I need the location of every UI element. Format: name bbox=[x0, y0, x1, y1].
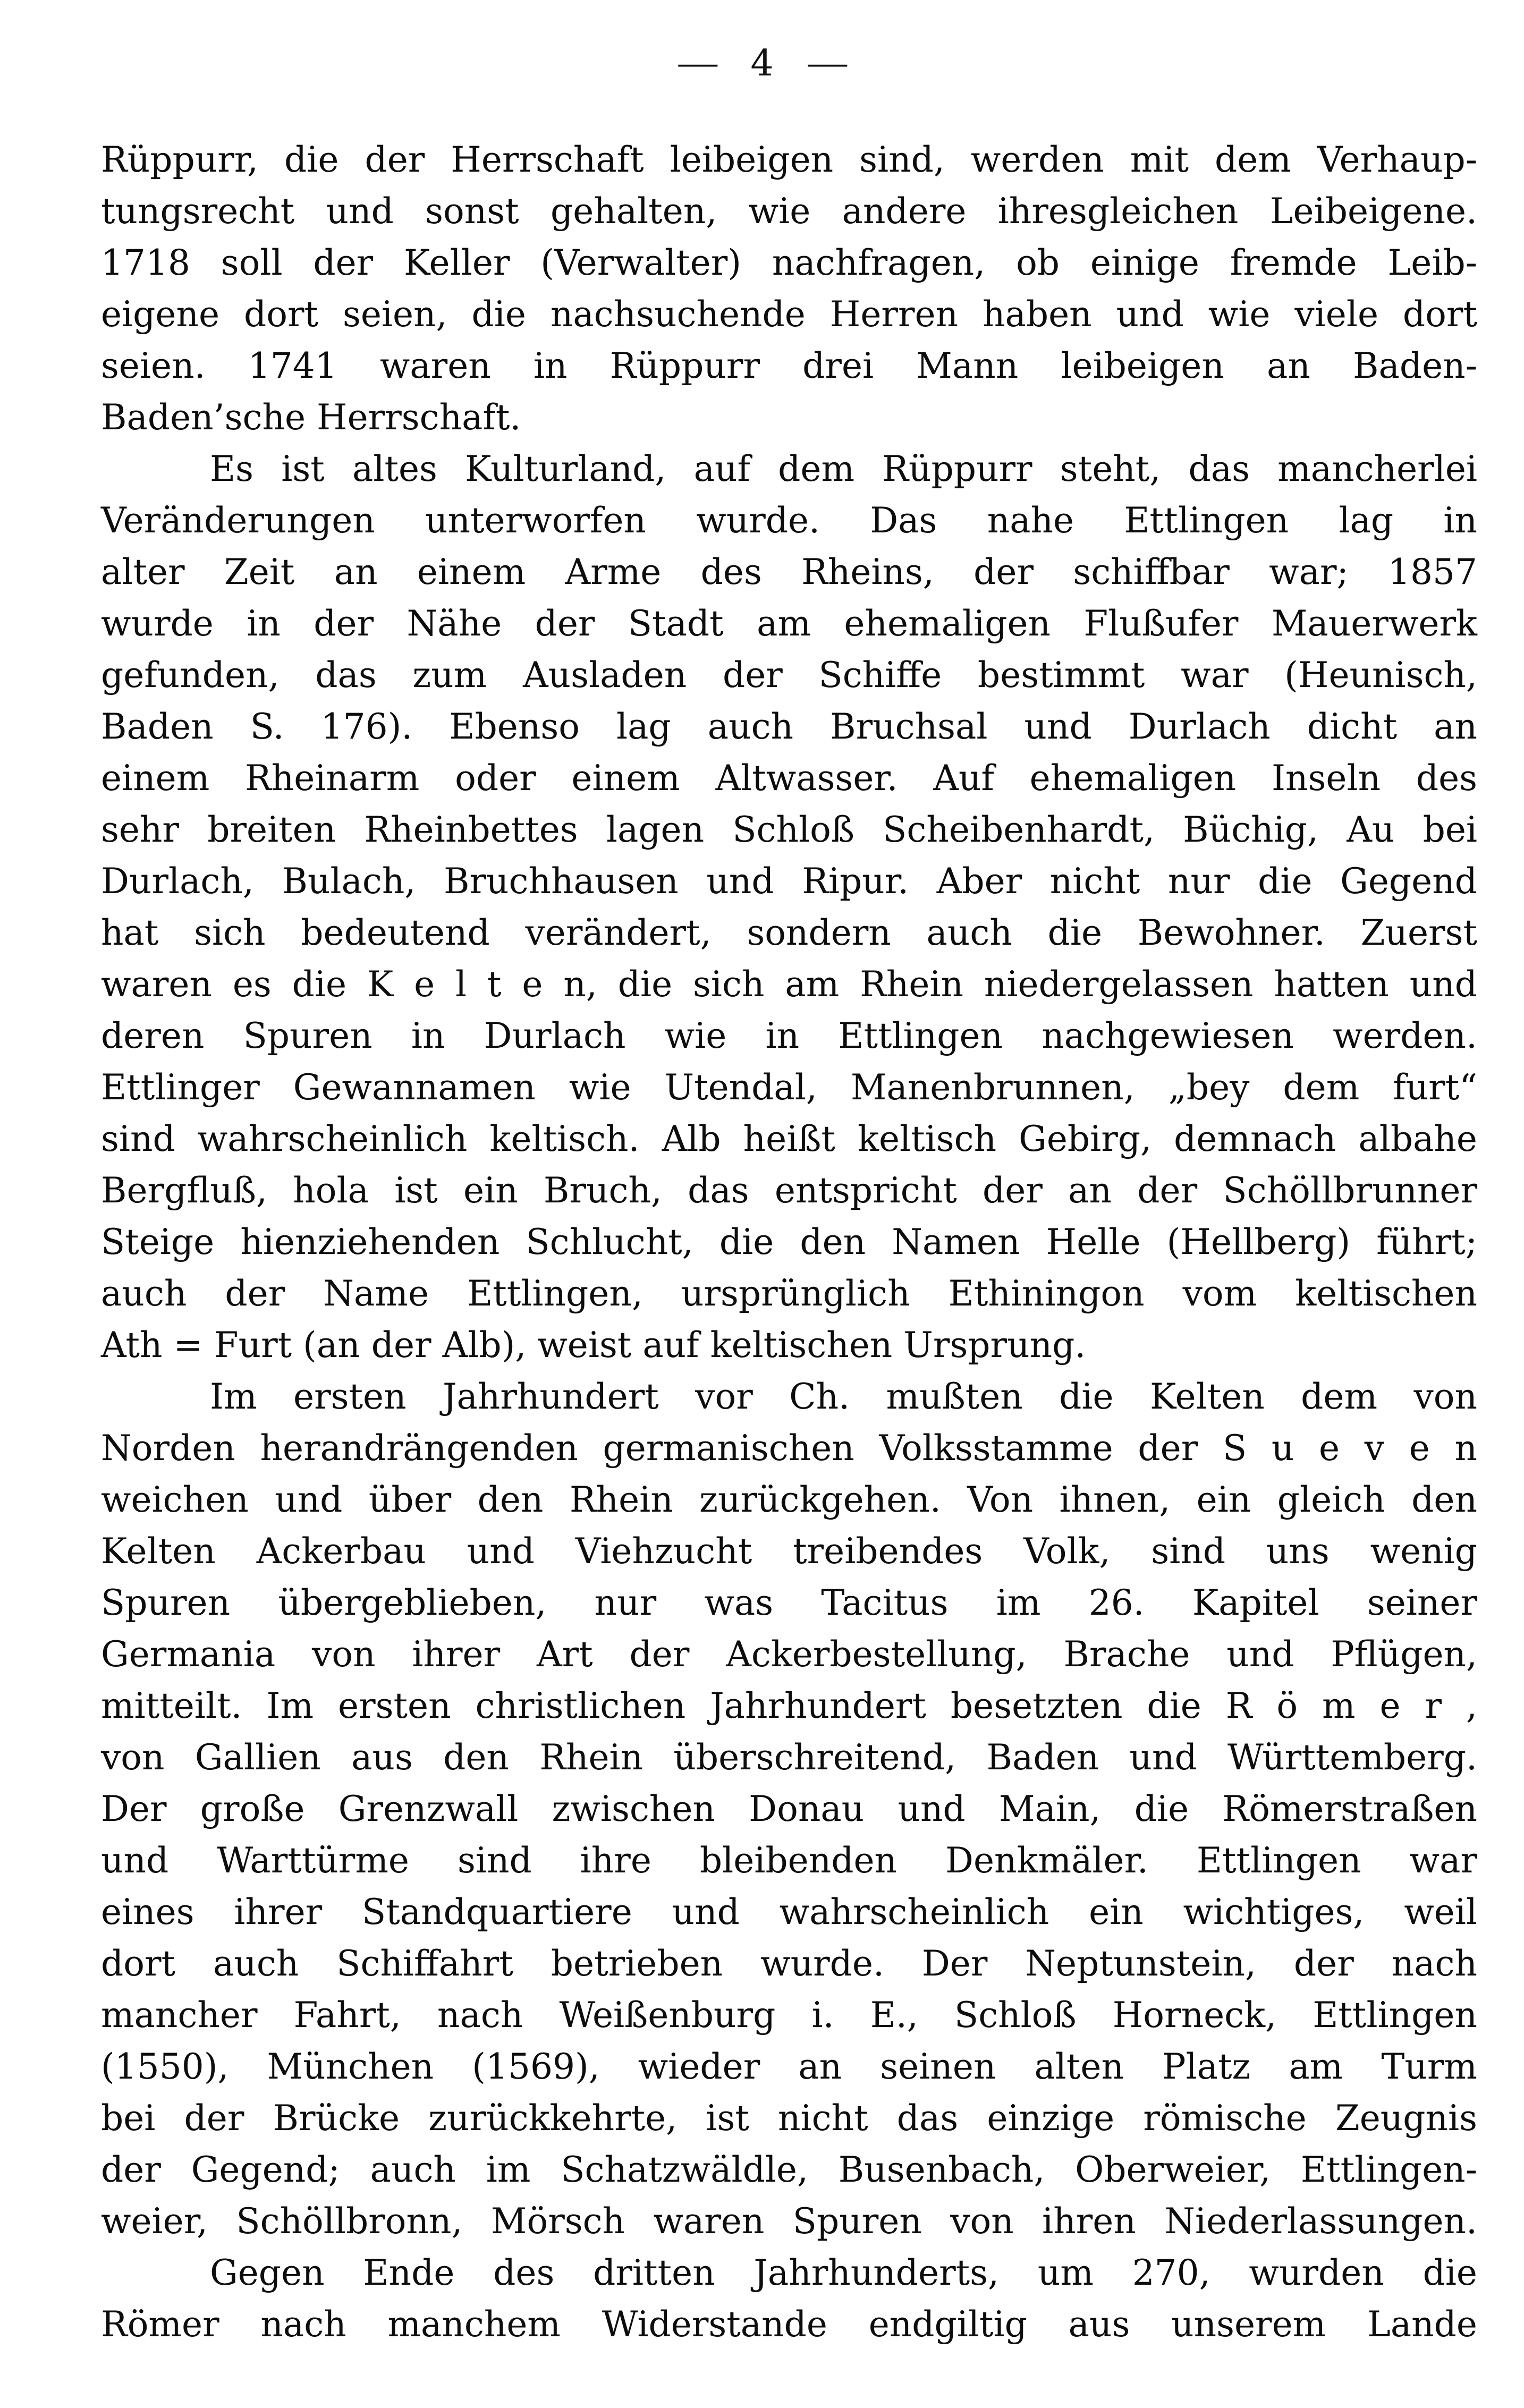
paragraph bbox=[101, 2247, 1477, 2350]
text-line: Steige hienziehenden Schlucht, die den Namen Helle (Hellberg) führt; bbox=[101, 1222, 1477, 1262]
text-line: Bergfluß, hola ist ein Bruch, das entspricht der an der Schöllbrunner bbox=[101, 1170, 1477, 1211]
text-line: weier, Schöllbronn, Mörsch waren Spuren von ihren Niederlassungen. bbox=[101, 2201, 1477, 2242]
text-line: wurde in der Nähe der Stadt am ehemaligen Flußufer Mauerwerk bbox=[101, 603, 1477, 644]
page-number: 4 bbox=[750, 42, 774, 84]
text-line: von Gallien aus den Rhein überschreitend, Baden und Württemberg. bbox=[101, 1737, 1477, 1778]
text-line: und Warttürme sind ihre bleibenden Denkmäler. Ettlingen war bbox=[101, 1840, 1477, 1881]
text-line: sind wahrscheinlich keltisch. Alb heißt keltisch Gebirg, demnach albahe bbox=[101, 1118, 1477, 1159]
text-line: alter Zeit an einem Arme des Rheins, der schiffbar war; 1857 bbox=[101, 552, 1477, 592]
text-line: tungsrecht und sonst gehalten, wie andere ihresgleichen Leibeigene. bbox=[101, 191, 1477, 232]
text-line: Baden’sche Herrschaft. bbox=[101, 397, 521, 438]
text-line: gefunden, das zum Ausladen der Schiffe bestimmt war (Heunisch, bbox=[101, 655, 1477, 696]
text-line: eines ihrer Standquartiere und wahrscheinlich ein wichtiges, weil bbox=[101, 1892, 1477, 1932]
text-line: 1718 soll der Keller (Verwalter) nachfragen, ob einige fremde Leib- bbox=[101, 242, 1477, 283]
paragraph bbox=[101, 1371, 1477, 2247]
text-line: Der große Grenzwall zwischen Donau und Main, die Römerstraßen bbox=[101, 1788, 1477, 1829]
text-line: Veränderungen unterworfen wurde. Das nahe Ettlingen lag in bbox=[101, 500, 1477, 541]
text-line: der Gegend; auch im Schatzwäldle, Busenbach, Oberweier, Ettlingen- bbox=[101, 2149, 1477, 2190]
text-line: Rüppurr, die der Herrschaft leibeigen sind, werden mit dem Verhaup- bbox=[101, 139, 1477, 180]
text-line: hat sich bedeutend verändert, sondern auch die Bewohner. Zuerst bbox=[101, 912, 1477, 953]
text-line: Germania von ihrer Art der Ackerbestellung, Brache und Pflügen, bbox=[101, 1634, 1477, 1675]
text-line: mitteilt. Im ersten christlichen Jahrhundert besetzten die R ö m e r , bbox=[101, 1685, 1477, 1726]
text-line: Kelten Ackerbau und Viehzucht treibendes Volk, sind uns wenig bbox=[101, 1531, 1477, 1572]
text-line: Römer nach manchem Widerstande endgiltig aus unserem Lande bbox=[101, 2304, 1477, 2345]
text-line: waren es die K e l t e n, die sich am Rhein niedergelassen hatten und bbox=[101, 964, 1477, 1005]
text-line: seien. 1741 waren in Rüppurr drei Mann leibeigen an Baden- bbox=[101, 345, 1477, 386]
paragraph bbox=[101, 443, 1477, 1371]
text-line: bei der Brücke zurückkehrte, ist nicht das einzige römische Zeugnis bbox=[101, 2098, 1477, 2139]
text-line: auch der Name Ettlingen, ursprünglich Ethiningon vom keltischen bbox=[101, 1273, 1477, 1314]
header-left-dash: — bbox=[676, 45, 718, 81]
text-line: Es ist altes Kulturland, auf dem Rüppurr steht, das mancherlei bbox=[210, 448, 1477, 489]
text-line: Spuren übergeblieben, nur was Tacitus im 26. Kapitel seiner bbox=[101, 1582, 1477, 1623]
text-line: Norden herandrängenden germanischen Volksstamme der S u e v e n bbox=[101, 1428, 1477, 1469]
text-line: Baden S. 176). Ebenso lag auch Bruchsal und Durlach dicht an bbox=[101, 706, 1477, 747]
text-line: eigene dort seien, die nachsuchende Herren haben und wie viele dort bbox=[101, 294, 1477, 335]
text-line: Im ersten Jahrhundert vor Ch. mußten die Kelten dem von bbox=[210, 1376, 1477, 1417]
text-line: weichen und über den Rhein zurückgehen. Von ihnen, ein gleich den bbox=[101, 1479, 1477, 1520]
text-line: Gegen Ende des dritten Jahrhunderts, um 270, wurden die bbox=[210, 2252, 1477, 2293]
page-body-text bbox=[101, 134, 1477, 2350]
text-line: Ettlinger Gewannamen wie Utendal, Manenbrunnen, „bey dem furt“ bbox=[101, 1067, 1477, 1108]
text-line: dort auch Schiffahrt betrieben wurde. Der Neptunstein, der nach bbox=[101, 1943, 1477, 1984]
text-line: Ath = Furt (an der Alb), weist auf keltischen Ursprung. bbox=[101, 1325, 1086, 1366]
text-line: einem Rheinarm oder einem Altwasser. Auf ehemaligen Inseln des bbox=[101, 758, 1477, 799]
text-line: Durlach, Bulach, Bruchhausen und Ripur. Aber nicht nur die Gegend bbox=[101, 861, 1477, 902]
paragraph bbox=[101, 134, 1477, 443]
text-line: mancher Fahrt, nach Weißenburg i. E., Schloß Horneck, Ettlingen bbox=[101, 1995, 1477, 2036]
text-line: sehr breiten Rheinbettes lagen Schloß Scheibenhardt, Büchig, Au bei bbox=[101, 809, 1477, 850]
header-right-dash: — bbox=[806, 45, 848, 81]
text-line: deren Spuren in Durlach wie in Ettlingen nachgewiesen werden. bbox=[101, 1015, 1477, 1056]
page-header bbox=[0, 0, 1524, 85]
text-line: (1550), München (1569), wieder an seinen alten Platz am Turm bbox=[101, 2046, 1477, 2087]
